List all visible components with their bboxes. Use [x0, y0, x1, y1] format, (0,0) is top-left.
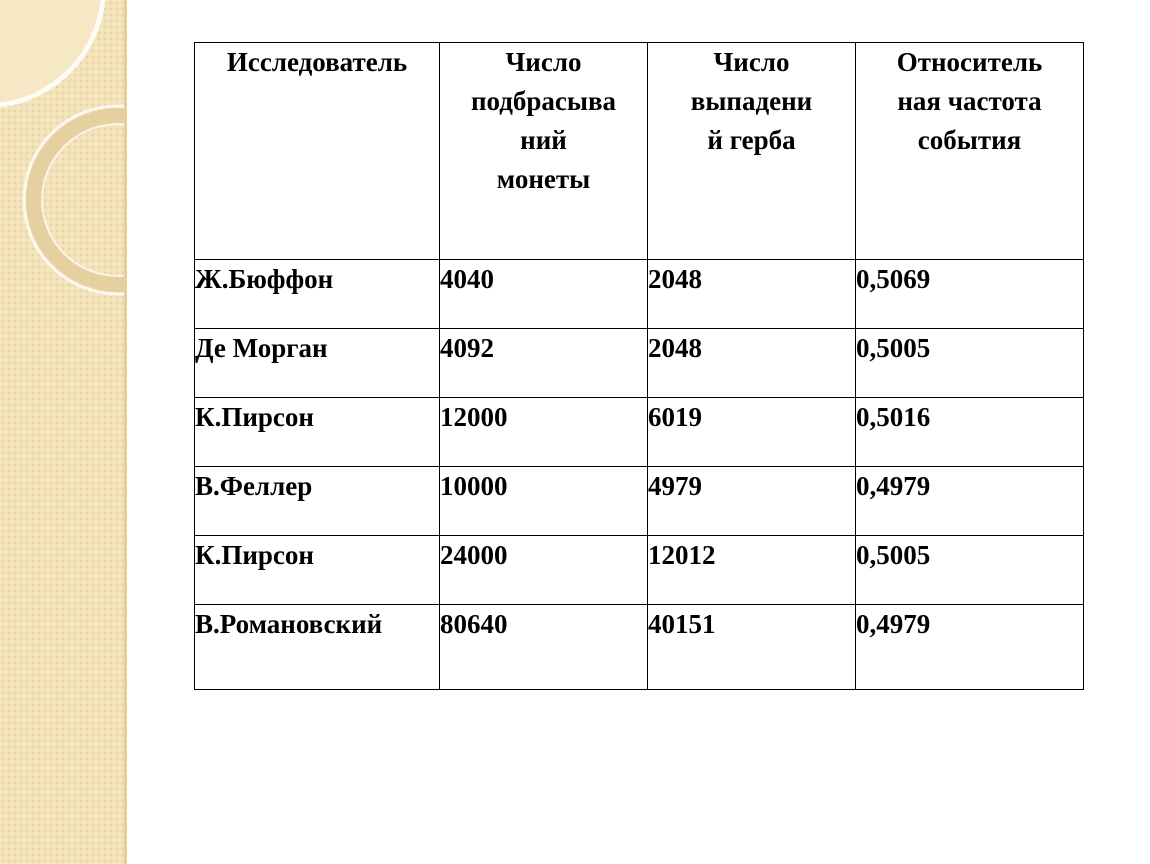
- cell-tosses: 12000: [440, 398, 648, 467]
- cell-frequency: 0,5005: [856, 536, 1084, 605]
- decorative-rings-icon: [0, 0, 127, 864]
- cell-researcher: Де Морган: [195, 329, 440, 398]
- cell-heads: 4979: [648, 467, 856, 536]
- cell-frequency: 0,4979: [856, 605, 1084, 690]
- header-line: ная частота: [897, 86, 1042, 116]
- header-line: монеты: [496, 164, 591, 194]
- table-row: [195, 467, 1084, 536]
- header-line: Число: [505, 47, 582, 77]
- header-line: Число: [713, 47, 790, 77]
- table-row: [195, 605, 1084, 690]
- header-line: Исследователь: [226, 47, 408, 77]
- header-researcher: [195, 43, 440, 260]
- cell-tosses: 80640: [440, 605, 648, 690]
- table-row: [195, 536, 1084, 605]
- cell-heads: 2048: [648, 329, 856, 398]
- header-frequency: [856, 43, 1084, 260]
- header-line: выпадени: [690, 86, 813, 116]
- cell-heads: 12012: [648, 536, 856, 605]
- cell-researcher: В.Романовский: [195, 605, 440, 690]
- cell-researcher: К.Пирсон: [195, 398, 440, 467]
- table-header-row: [195, 43, 1084, 260]
- cell-frequency: 0,5016: [856, 398, 1084, 467]
- cell-tosses: 10000: [440, 467, 648, 536]
- cell-researcher: К.Пирсон: [195, 536, 440, 605]
- decorative-side-band: [0, 0, 127, 864]
- cell-tosses: 4040: [440, 260, 648, 329]
- coin-toss-table: [194, 42, 1084, 690]
- header-line: ний: [520, 125, 567, 155]
- header-line: подбрасыва: [470, 86, 617, 116]
- cell-researcher: Ж.Бюффон: [195, 260, 440, 329]
- cell-frequency: 0,4979: [856, 467, 1084, 536]
- cell-frequency: 0,5005: [856, 329, 1084, 398]
- table-row: [195, 398, 1084, 467]
- cell-tosses: 24000: [440, 536, 648, 605]
- cell-heads: 40151: [648, 605, 856, 690]
- cell-heads: 6019: [648, 398, 856, 467]
- header-heads: [648, 43, 856, 260]
- header-line: й герба: [707, 125, 796, 155]
- cell-researcher: В.Феллер: [195, 467, 440, 536]
- cell-heads: 2048: [648, 260, 856, 329]
- header-line: Относитель: [896, 47, 1043, 77]
- cell-frequency: 0,5069: [856, 260, 1084, 329]
- header-tosses: [440, 43, 648, 260]
- cell-tosses: 4092: [440, 329, 648, 398]
- header-line: события: [917, 125, 1022, 155]
- table-row: [195, 260, 1084, 329]
- table-row: [195, 329, 1084, 398]
